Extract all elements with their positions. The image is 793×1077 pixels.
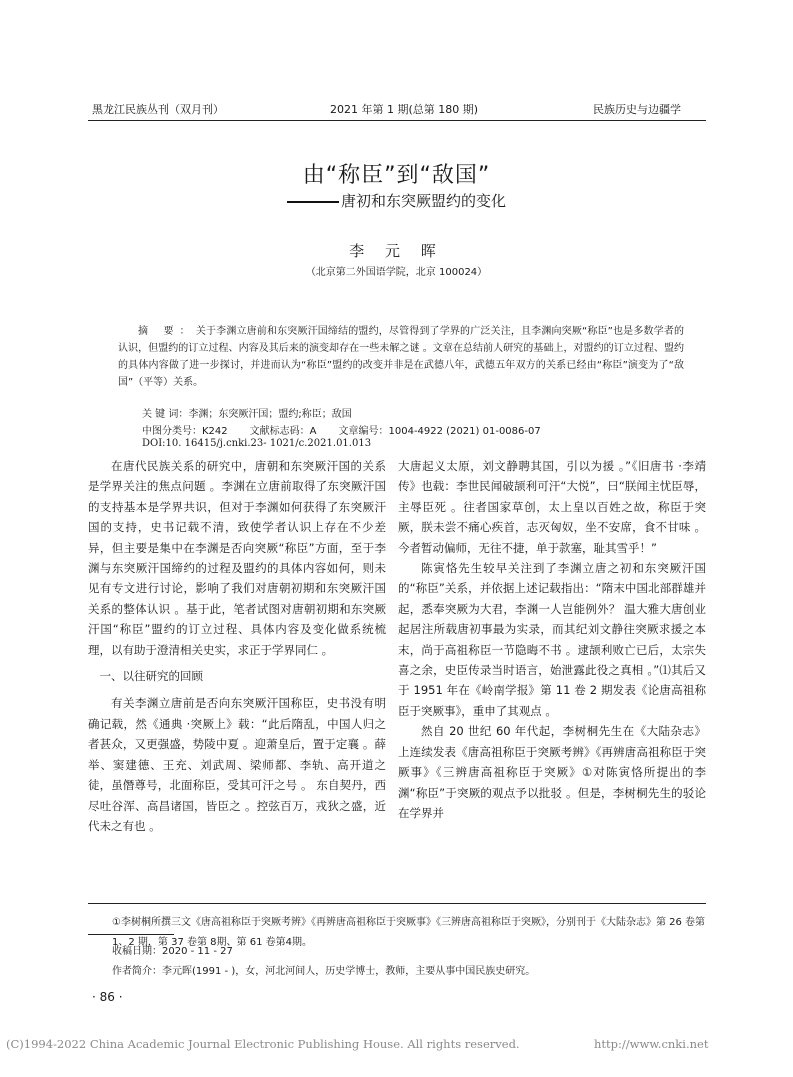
copyright-text: (C)1994-2022 China Academic Journal Electronic Publishing House. All rights reserved. [6, 1037, 520, 1051]
footnote-rule [88, 903, 706, 904]
subtitle-dash [287, 201, 339, 203]
clc-number: 中图分类号：K242 [142, 426, 228, 437]
footnote: ①李树桐所撰三文《唐高祖称臣于突厥考辨》《再辨唐高祖称臣于突厥事》《三辨唐高祖称臣于突厥》，分别刊于《大陆杂志》第 26 卷第1、2 期，第 37 卷第 8期、第 61 卷第4期。 [112, 917, 706, 948]
header-rule [88, 120, 706, 121]
body-paragraph: 大唐起义太原，刘文静聘其国，引以为援 。”《旧唐书 ·李靖传》也载：李世民闻破颉利可汗“大悦”，曰“朕闻主忧臣辱，主辱臣死 。往者国家草创，太上皇以百姓之故，称臣于突厥，朕未尝不痛心疾首，志灭匈奴，坐不安席，食不甘味 。今者暂动偏师，无往不捷，单于款塞，耻其雪乎！” [398, 459, 706, 555]
running-header-issue: 2021 年第 1 期(总第 180 期) [330, 103, 479, 116]
author-bio: 作者简介：李元晖(1991 - )，女，河北河间人，历史学博士，教师，主要从事中国民族史研究。 [112, 966, 536, 977]
article-title: 由“称臣”到“敌国” [302, 163, 491, 188]
article-subtitle-line [0, 190, 793, 211]
body-left-column [88, 456, 386, 836]
doi: DOI:10. 16415/j.cnki.23- 1021/c.2021.01.013 [142, 438, 372, 449]
body-paragraph: 陈寅恪先生较早关注到了李渊立唐之初和东突厥汗国的“称臣”关系，并依据上述记载指出：“隋末中国北部群雄并起，悉奉突厥为大君，李渊一人岂能例外？ 温大雅大唐创业起居注所载唐初事最为实录，而其纪刘文静往突厥求援之本末，尚于高祖称臣一节隐晦不书 。逮颉利败亡已后，太宗失喜之余，史臣传录当时语言，始泄露此役之真相 。”⑴其后又于 1951 年在《岭南学报》第 11 卷 2 期发表《论唐高祖称臣于突厥事》，重申了其观点 。 [398, 561, 706, 718]
copyright-line [6, 1037, 709, 1051]
author-affiliation: （北京第二外国语学院，北京 100024） [305, 267, 488, 278]
article-subtitle: 唐初和东突厥盟约的变化 [340, 192, 506, 210]
body-right-column [398, 456, 706, 823]
abstract-text: 关于李渊立唐前和东突厥汗国缔结的盟约，尽管得到了学界的广泛关注，且李渊向突厥“称臣”也是多数学者的认识，但盟约的订立过程、内容及其后来的演变却存在一些未解之谜 。文章在总结前人研究的基础上，对盟约的订立过程、盟约的具体内容做了进一步探讨，并进而认为“称臣”盟约的改变并非是在武德八年，武德五年双方的关系已经由“称臣”演变为了“敌国”（平等）关系。 [118, 326, 684, 388]
received-date: 收稿日期：2020 - 11 - 27 [112, 946, 233, 957]
keywords: 李渊；东突厥汗国；盟约;称臣；敌国 [188, 409, 352, 420]
page-number: · 86 · [92, 990, 123, 1004]
received-rule [88, 934, 174, 935]
body-paragraph: 在唐代民族关系的研究中，唐朝和东突厥汗国的关系是学界关注的焦点问题 。李渊在立唐前取得了东突厥汗国的支持基本是学界共识，但对于李渊如何获得了东突厥汗国的支持，史书记载不清，致使学者认识上存在不少差异，但主要是集中在李渊是否向突厥“称臣”方面，至于李渊与东突厥汗国缔约的过程及盟约的具体内容如何，则未见有专文进行讨论，影响了我们对唐朝初期和东突厥汗国关系的整体认识 。基于此，笔者试图对唐朝初期和东突厥汗国“称臣”盟约的订立过程、具体内容及变化做系统梳理，以有助于澄清相关史实，求正于学界同仁 。 [88, 459, 386, 657]
keywords-label: 关 键 词： [142, 409, 189, 420]
body-paragraph: 有关李渊立唐前是否向东突厥汗国称臣，史书没有明确记载，然《通典 ·突厥上》载：“此后隋乱，中国人归之者甚众，又更强盛，势陵中夏 。迎萧皇后，置于定襄 。薛举、窦建德、王充、刘武周、梁师都、李轨、高开道之徒，虽僭尊号，北面称臣，受其可汗之号 。 东自契丹，西尽吐谷浑、高昌诸国，皆臣之 。控弦百万，戎狄之盛，近代未之有也 。 [88, 696, 386, 833]
cnki-url: http://www.cnki.net [594, 1037, 709, 1051]
running-header-section: 民族历史与边疆学 [593, 103, 681, 116]
keywords-line [142, 405, 352, 420]
abstract-paragraph [118, 323, 684, 391]
abstract [118, 323, 684, 391]
section-heading: 一、以往研究的回顾 [99, 669, 203, 684]
abstract-label: 摘 要： [138, 326, 196, 337]
classification-line [142, 422, 541, 437]
article-number: 文章编号：1004-4922 (2021) 01-0086-07 [338, 426, 541, 437]
body-paragraph: 然自 20 世纪 60 年代起，李树桐先生在《大陆杂志》上连续发表《唐高祖称臣于突厥考辨》《再辨唐高祖称臣于突厥事》《三辨唐高祖称臣于突厥》①对陈寅恪所提出的李渊“称臣”于突厥的观点予以批驳 。但是，李树桐先生的驳论在学界并 [398, 724, 706, 820]
document-code: 文献标志码：A [249, 426, 317, 437]
author-name: 李 元 晖 [349, 242, 444, 260]
running-header-journal: 黑龙江民族丛刊（双月刊） [92, 103, 224, 116]
